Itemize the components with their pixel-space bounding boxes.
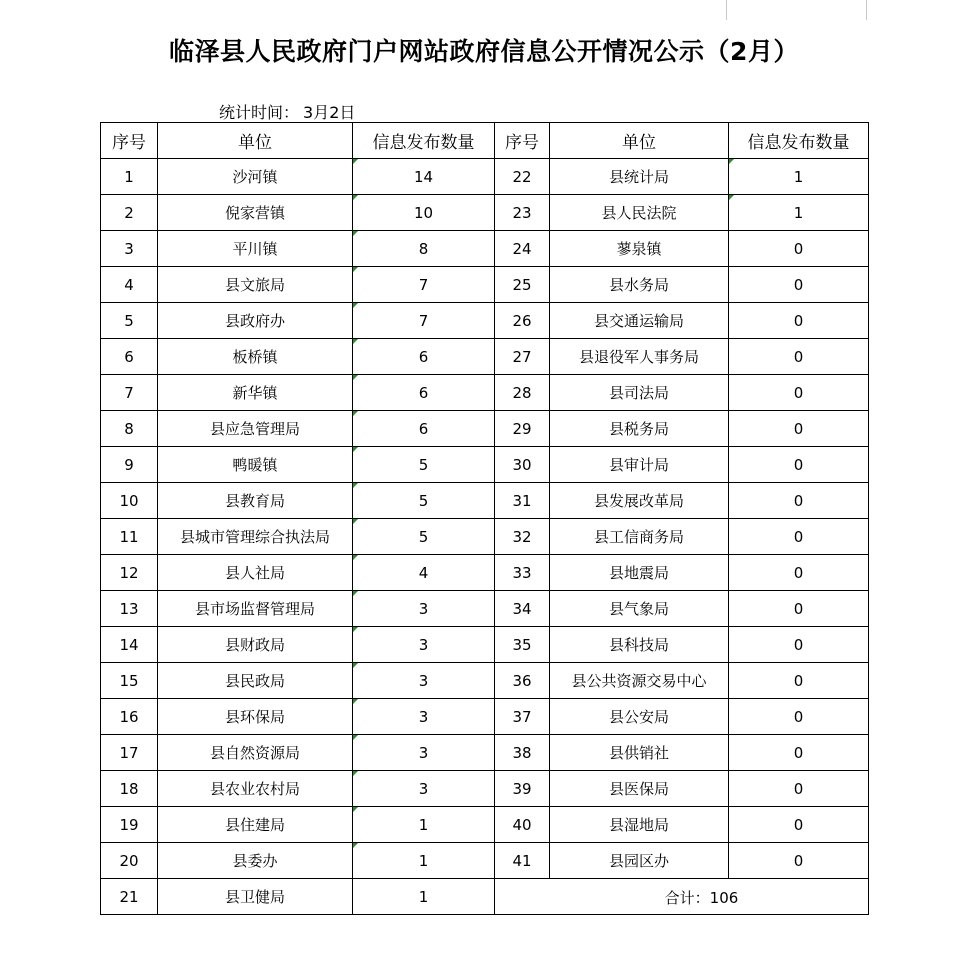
- cell-unit: 县地震局: [550, 555, 729, 591]
- cell-count: 0: [729, 519, 869, 555]
- cell-seq: 41: [495, 843, 550, 879]
- cell-count: 3: [353, 627, 495, 663]
- cell-count: 3: [353, 663, 495, 699]
- cell-seq: 23: [495, 195, 550, 231]
- cell-unit: 县发展改革局: [550, 483, 729, 519]
- cell-unit: 县环保局: [158, 699, 353, 735]
- table-row: [101, 411, 869, 447]
- table-row: [101, 303, 869, 339]
- cell-count: 5: [353, 519, 495, 555]
- cell-seq: 30: [495, 447, 550, 483]
- stat-time-value: 3月2日: [303, 103, 356, 122]
- cell-unit: 县湿地局: [550, 807, 729, 843]
- cell-unit: 县水务局: [550, 267, 729, 303]
- table-row: [101, 807, 869, 843]
- cell-unit: 倪家营镇: [158, 195, 353, 231]
- cell-seq: 31: [495, 483, 550, 519]
- cell-count: 1: [353, 807, 495, 843]
- table-row: [101, 663, 869, 699]
- cell-seq: 15: [101, 663, 158, 699]
- table-row: [101, 591, 869, 627]
- cell-count: 0: [729, 447, 869, 483]
- cell-seq: 36: [495, 663, 550, 699]
- cell-count: 4: [353, 555, 495, 591]
- table-row: [101, 771, 869, 807]
- cell-seq: 35: [495, 627, 550, 663]
- cell-seq: 7: [101, 375, 158, 411]
- cell-count: 3: [353, 735, 495, 771]
- total-cell: [495, 879, 869, 915]
- header-seq: 序号: [101, 123, 158, 159]
- header-row: [101, 123, 869, 159]
- cell-unit: 县公安局: [550, 699, 729, 735]
- cell-count: 0: [729, 627, 869, 663]
- header-unit: 单位: [550, 123, 729, 159]
- header-seq: 序号: [495, 123, 550, 159]
- cell-unit: 县科技局: [550, 627, 729, 663]
- stat-time: [219, 100, 359, 123]
- cell-unit: 县统计局: [550, 159, 729, 195]
- total-label: 合计：106: [664, 889, 739, 907]
- cell-seq: 16: [101, 699, 158, 735]
- table-row: [101, 375, 869, 411]
- cell-seq: 34: [495, 591, 550, 627]
- cell-unit: 鸭暖镇: [158, 447, 353, 483]
- table-row: [101, 555, 869, 591]
- table-row: [101, 483, 869, 519]
- cell-unit: 县委办: [158, 843, 353, 879]
- cell-count: 6: [353, 375, 495, 411]
- cell-unit: 县应急管理局: [158, 411, 353, 447]
- cell-unit: 县民政局: [158, 663, 353, 699]
- cell-seq: 26: [495, 303, 550, 339]
- cell-count: 10: [353, 195, 495, 231]
- cell-unit: 县税务局: [550, 411, 729, 447]
- cell-seq: 2: [101, 195, 158, 231]
- cell-unit: 县人民法院: [550, 195, 729, 231]
- cell-count: 0: [729, 699, 869, 735]
- cell-seq: 20: [101, 843, 158, 879]
- header-unit: 单位: [158, 123, 353, 159]
- cell-seq: 4: [101, 267, 158, 303]
- table-row: [101, 267, 869, 303]
- cell-count: 0: [729, 555, 869, 591]
- cell-unit: 县教育局: [158, 483, 353, 519]
- cell-unit: 新华镇: [158, 375, 353, 411]
- cell-unit: 县市场监督管理局: [158, 591, 353, 627]
- cell-unit: 县司法局: [550, 375, 729, 411]
- cell-seq: 28: [495, 375, 550, 411]
- cell-count: 0: [729, 231, 869, 267]
- cell-unit: 县农业农村局: [158, 771, 353, 807]
- cell-seq: 3: [101, 231, 158, 267]
- cell-unit: 县卫健局: [158, 879, 353, 915]
- cell-count: 1: [729, 195, 869, 231]
- cell-count: 0: [729, 663, 869, 699]
- stat-time-label: 统计时间：: [219, 103, 300, 122]
- table-row: [101, 699, 869, 735]
- table-row-last: [101, 879, 869, 915]
- cell-count: 5: [353, 447, 495, 483]
- cell-count: 0: [729, 375, 869, 411]
- cell-count: 8: [353, 231, 495, 267]
- cell-seq: 19: [101, 807, 158, 843]
- cell-seq: 37: [495, 699, 550, 735]
- cell-unit: 县气象局: [550, 591, 729, 627]
- cell-seq: 5: [101, 303, 158, 339]
- cell-seq: 1: [101, 159, 158, 195]
- header-count: 信息发布数量: [729, 123, 869, 159]
- page-title: 临泽县人民政府门户网站政府信息公开情况公示（2月）: [169, 37, 799, 66]
- cell-unit: 平川镇: [158, 231, 353, 267]
- cell-unit: 县交通运输局: [550, 303, 729, 339]
- table-row: [101, 735, 869, 771]
- cell-seq: 12: [101, 555, 158, 591]
- cell-seq: 18: [101, 771, 158, 807]
- cell-unit: 县财政局: [158, 627, 353, 663]
- cell-seq: 38: [495, 735, 550, 771]
- cell-seq: 14: [101, 627, 158, 663]
- cell-count: 0: [729, 411, 869, 447]
- cell-count: 3: [353, 771, 495, 807]
- cell-seq: 40: [495, 807, 550, 843]
- cell-unit: 县自然资源局: [158, 735, 353, 771]
- cell-count: 6: [353, 411, 495, 447]
- cell-seq: 22: [495, 159, 550, 195]
- cell-count: 1: [729, 159, 869, 195]
- cell-seq: 9: [101, 447, 158, 483]
- cell-count: 0: [729, 771, 869, 807]
- cell-seq: 11: [101, 519, 158, 555]
- cell-count: 0: [729, 303, 869, 339]
- cell-unit: 县文旅局: [158, 267, 353, 303]
- cell-unit: 板桥镇: [158, 339, 353, 375]
- cell-unit: 县政府办: [158, 303, 353, 339]
- cell-unit: 县供销社: [550, 735, 729, 771]
- cell-unit: 蓼泉镇: [550, 231, 729, 267]
- sheet-divider-line: [726, 0, 727, 20]
- cell-count: 3: [353, 591, 495, 627]
- cell-count: 6: [353, 339, 495, 375]
- table-row: [101, 519, 869, 555]
- cell-count: 3: [353, 699, 495, 735]
- cell-count: 14: [353, 159, 495, 195]
- cell-unit: 县城市管理综合执法局: [158, 519, 353, 555]
- cell-seq: 24: [495, 231, 550, 267]
- cell-seq: 29: [495, 411, 550, 447]
- cell-unit: 县住建局: [158, 807, 353, 843]
- cell-seq: 33: [495, 555, 550, 591]
- cell-seq: 13: [101, 591, 158, 627]
- cell-unit: 县园区办: [550, 843, 729, 879]
- cell-count: 0: [729, 267, 869, 303]
- table-row: [101, 195, 869, 231]
- cell-seq: 32: [495, 519, 550, 555]
- cell-count: 0: [729, 735, 869, 771]
- table-row: [101, 231, 869, 267]
- sheet-divider-line: [866, 0, 867, 20]
- cell-seq: 8: [101, 411, 158, 447]
- cell-count: 1: [353, 879, 495, 915]
- cell-count: 7: [353, 267, 495, 303]
- table-row: [101, 339, 869, 375]
- cell-unit: 沙河镇: [158, 159, 353, 195]
- cell-seq: 25: [495, 267, 550, 303]
- cell-seq: 39: [495, 771, 550, 807]
- table-body: [101, 123, 869, 915]
- cell-seq: 6: [101, 339, 158, 375]
- cell-seq: 17: [101, 735, 158, 771]
- table-row: [101, 447, 869, 483]
- cell-unit: 县工信商务局: [550, 519, 729, 555]
- info-disclosure-table: [100, 122, 869, 915]
- header-count: 信息发布数量: [353, 123, 495, 159]
- cell-unit: 县退役军人事务局: [550, 339, 729, 375]
- cell-count: 7: [353, 303, 495, 339]
- cell-count: 5: [353, 483, 495, 519]
- cell-count: 0: [729, 843, 869, 879]
- table-row: [101, 843, 869, 879]
- cell-seq: 21: [101, 879, 158, 915]
- cell-seq: 27: [495, 339, 550, 375]
- table-row: [101, 627, 869, 663]
- cell-unit: 县医保局: [550, 771, 729, 807]
- cell-count: 1: [353, 843, 495, 879]
- cell-unit: 县审计局: [550, 447, 729, 483]
- cell-unit: 县人社局: [158, 555, 353, 591]
- cell-count: 0: [729, 339, 869, 375]
- cell-count: 0: [729, 483, 869, 519]
- cell-count: 0: [729, 807, 869, 843]
- cell-seq: 10: [101, 483, 158, 519]
- cell-unit: 县公共资源交易中心: [550, 663, 729, 699]
- cell-count: 0: [729, 591, 869, 627]
- table-row: [101, 159, 869, 195]
